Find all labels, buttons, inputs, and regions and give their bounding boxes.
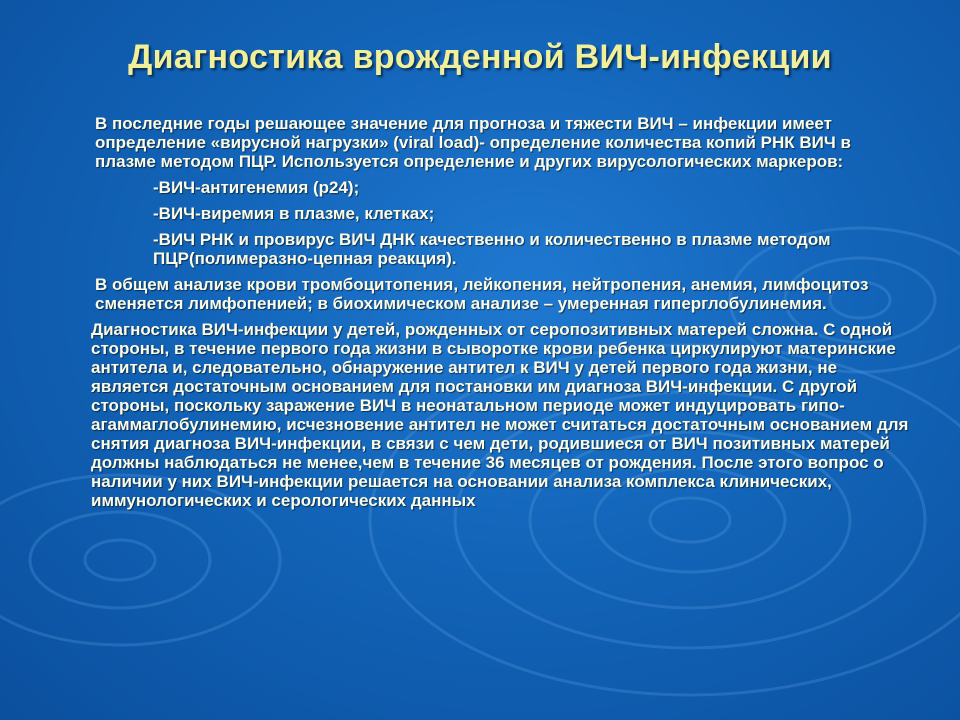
paragraph-child-diagnostics: Диагностика ВИЧ-инфекции у детей, рожденных от серопозитивных матерей сложна. С одной стороны, в течение первого года жизни в сыворотке крови ребенка циркулируют материнские антитела и, следовательно, обнаружение антител к ВИЧ у детей первого года жизни, не является достаточным основанием для постановки им диагноза ВИЧ-инфекции. С другой стороны, поскольку заражение ВИЧ в неонатальном периоде может индуцировать гипо-агаммаглобулинемию, исчезновение антител не может считаться достаточным основанием для снятия диагноза ВИЧ-инфекции, в связи с чем дети, родившиеся от ВИЧ позитивных матерей должны наблюдаться не менее,чем в течение 36 месяцев от рождения. После этого вопрос о наличии у них ВИЧ-инфекции решается на основании анализа комплекса клинических, иммунологических и серологических данных: [91, 320, 909, 510]
list-item-viremia: -ВИЧ-виремия в плазме, клетках;: [153, 204, 435, 223]
slide-title: Диагностика врожденной ВИЧ-инфекции: [128, 38, 832, 76]
list-item-antigenemia: -ВИЧ-антигенемия (р24);: [153, 178, 360, 197]
list-item-rna-dna: -ВИЧ РНК и провирус ВИЧ ДНК качественно и количественно в плазме методом ПЦР(полимеразно-цепная реакция).: [153, 230, 831, 268]
paragraph-viral-load: В последние годы решающее значение для прогноза и тяжести ВИЧ – инфекции имеет определение «вирусной нагрузки» (viral load)- определение количества копий РНК ВИЧ в плазме методом ПЦР. Используется определение и других вирусологических маркеров:: [95, 114, 851, 171]
slide-body: [91, 114, 910, 517]
paragraph-blood-analysis: В общем анализе крови тромбоцитопения, лейкопения, нейтропения, анемия, лимфоцитоз сменяется лимфопенией; в биохимическом анализе – умеренная гиперглобулинемия.: [95, 275, 869, 313]
